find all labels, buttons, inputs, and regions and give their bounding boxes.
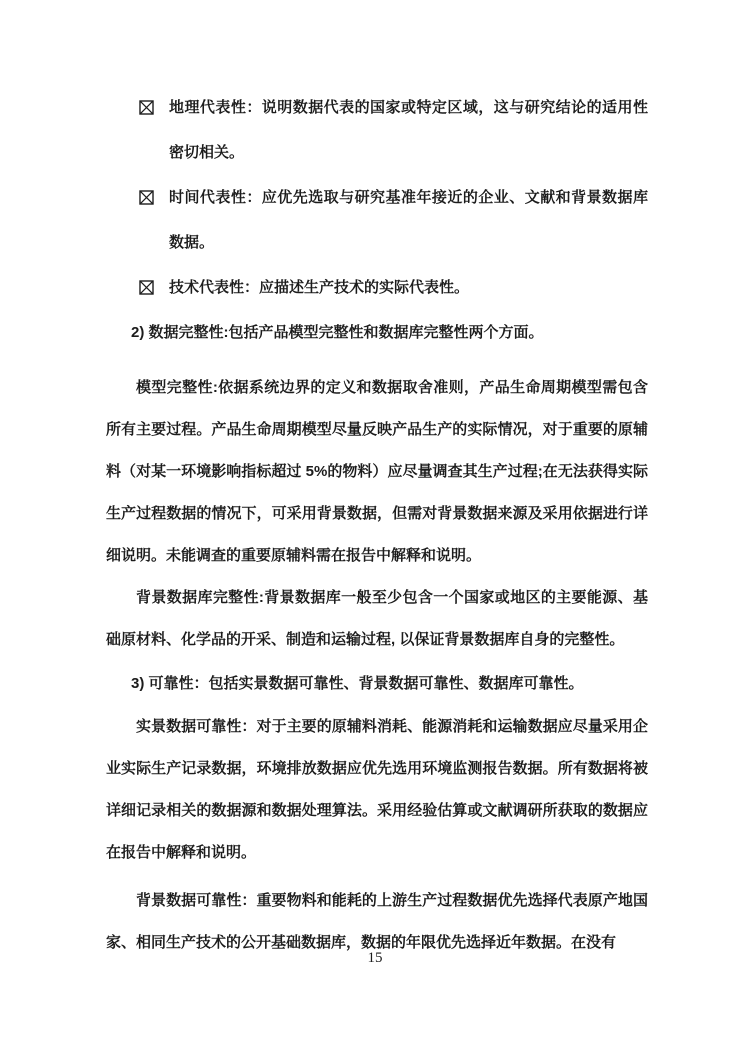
- list-item-temporal: [106, 175, 648, 265]
- paragraph-background-db-completeness: 背景数据库完整性:背景数据库一般至少包含一个国家或地区的主要能源、基础原材料、化学品的开采、制造和运输过程, 以保证背景数据库自身的完整性。: [106, 589, 648, 648]
- paragraph-foreground-data-reliability: 实景数据可靠性：对于主要的原辅料消耗、能源消耗和运输数据应尽量采用企业实际生产记录数据，环境排放数据应优先选用环境监测报告数据。所有数据将被详细记录相关的数据源和数据处理算法。采用经验估算或文献调研所获取的数据应在报告中解释和说明。: [106, 718, 648, 861]
- ballot-box-x-icon: [139, 280, 154, 295]
- list-item-geographic: [106, 85, 648, 175]
- list-item-text: 地理代表性：说明数据代表的国家或特定区域，这与研究结论的适用性密切相关。: [169, 99, 648, 161]
- ballot-box-x-icon: [139, 100, 154, 115]
- list-item-technical: [106, 265, 648, 310]
- paragraph-data-completeness-heading: 2) 数据完整性:包括产品模型完整性和数据库完整性两个方面。: [131, 324, 544, 341]
- paragraph-background-data-reliability: 背景数据可靠性：重要物料和能耗的上游生产过程数据优先选择代表原产地国家、相同生产技术的公开基础数据库，数据的年限优先选择近年数据。在没有: [106, 892, 648, 951]
- paragraph-model-completeness: 模型完整性:依据系统边界的定义和数据取舍准则，产品生命周期模型需包含所有主要过程。产品生命周期模型尽量反映产品生产的实际情况，对于重要的原辅料（对某一环境影响指标超过 5%的物料）应尽量调查其生产过程;在无法获得实际生产过程数据的情况下，可采用背景数据，但需对背景数据来源及采用依据进行详细说明。未能调查的重要原辅料需在报告中解释和说明。: [106, 379, 648, 564]
- list-item-text: 时间代表性：应优先选取与研究基准年接近的企业、文献和背景数据库数据。: [169, 189, 648, 251]
- page-number: 15: [367, 950, 383, 966]
- representativeness-bullet-list: [106, 85, 648, 310]
- paragraph-reliability-heading: 3) 可靠性：包括实景数据可靠性、背景数据可靠性、数据库可靠性。: [131, 675, 584, 692]
- ballot-box-x-icon: [139, 190, 154, 205]
- document-content: [106, 85, 648, 964]
- list-item-text: 技术代表性：应描述生产技术的实际代表性。: [169, 279, 470, 296]
